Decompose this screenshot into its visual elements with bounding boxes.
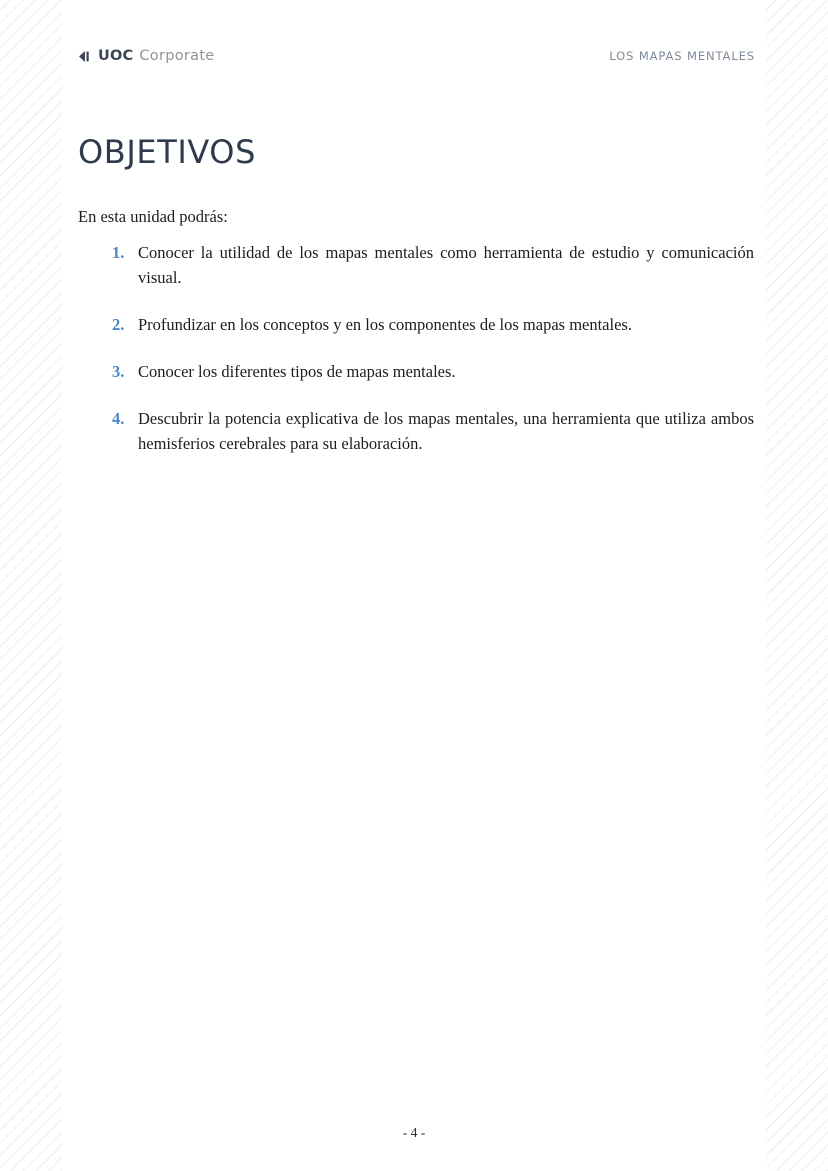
- uoc-logo-mark-icon: [79, 51, 92, 62]
- list-item-number: 1.: [112, 243, 125, 262]
- objectives-list: [78, 240, 758, 478]
- right-margin-hatching: [766, 0, 828, 1171]
- page-footer: - 4 -: [402, 1125, 426, 1140]
- list-item: [78, 312, 758, 337]
- left-margin-hatching: [0, 0, 62, 1171]
- list-item-number: 2.: [112, 315, 125, 334]
- page-header: [79, 44, 755, 70]
- list-item: [78, 359, 758, 384]
- uoc-logo: [79, 48, 215, 64]
- logo-text-corporate: Corporate: [139, 48, 215, 64]
- page-title: OBJETIVOS: [78, 133, 257, 172]
- list-item: [78, 240, 758, 290]
- list-item-text: Conocer la utilidad de los mapas mentales como herramienta de estudio y comunicación visual.: [138, 243, 754, 287]
- list-item-number: 4.: [112, 409, 125, 428]
- list-item-text: Profundizar en los conceptos y en los componentes de los mapas mentales.: [138, 315, 632, 334]
- list-item-number: 3.: [112, 362, 125, 381]
- intro-text: En esta unidad podrás:: [78, 206, 228, 226]
- list-item-text: Descubrir la potencia explicativa de los mapas mentales, una herramienta que utiliza ambos hemisferios cerebrales para su elaboración.: [138, 409, 754, 453]
- page-content: [62, 0, 766, 1171]
- logo-text-uoc: UOC: [98, 48, 134, 64]
- list-item-text: Conocer los diferentes tipos de mapas mentales.: [138, 362, 456, 381]
- running-head: LOS MAPAS MENTALES: [609, 49, 755, 63]
- list-item: [78, 406, 758, 456]
